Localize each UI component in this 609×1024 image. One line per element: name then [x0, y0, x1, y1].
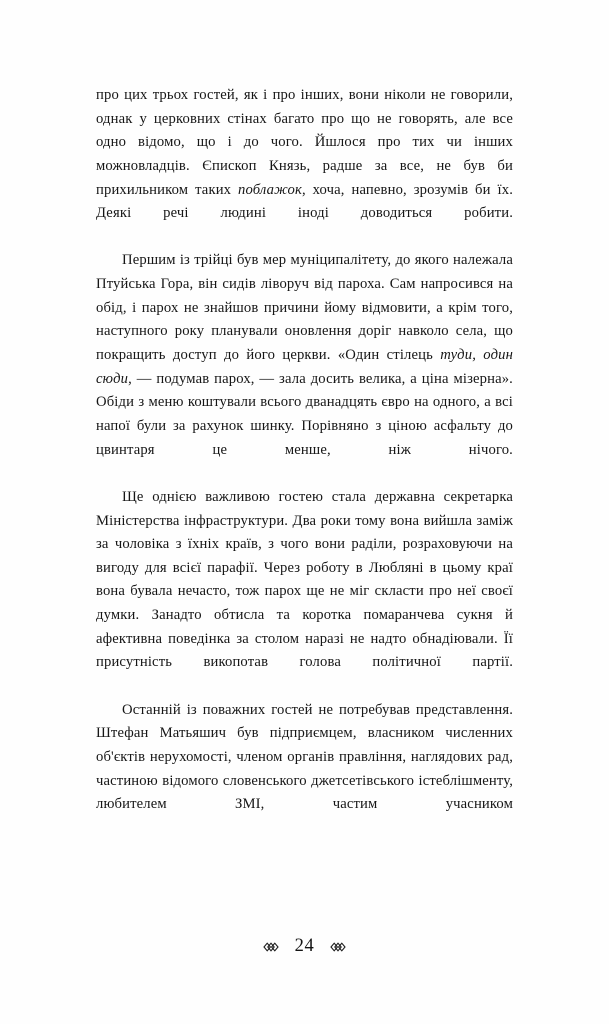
paragraph-2: [96, 249, 513, 485]
paragraph-1: [96, 84, 513, 249]
page-number: 24: [294, 936, 315, 956]
text-run: , — подумав парох, — зала досить велика, а ціна мізерна». Обіди з меню коштували всього дванадцять євро на одного, а всі напої були за рахунок шинку. Порівняно з ціною асфальту до цвинтаря це менше, ніж нічого.: [96, 370, 513, 458]
emphasis-run: поблажок: [238, 181, 302, 198]
diamond-ornament-left-icon: [260, 941, 282, 953]
paragraph-3: [96, 486, 513, 699]
text-run: Ще однією важливою гостею стала державна секретарка Міністерства інфраструктури. Два роки тому вона вийшла заміж за чоловіка з їхніх країв, з чого вони раділи, розраховуючи на вигоду для всієї парафії. Через роботу в Любляні в цьому краї вона бувала нечасто, тож парох ще не міг скласти про неї своєї думки. Занадто обтисла та коротка помаранчева сукня й афективна поведінка за столом наразі не надто обнадіювали. Її присутність викопотав голова політичної партії.: [96, 488, 513, 671]
paragraph-4: [96, 699, 513, 841]
text-run: Останній із поважних гостей не потребував представлення. Штефан Матьяшич був підприємцем, власником численних об'єктів нерухомості, членом органів правління, наглядових рад, частиною відомого словенського джетсетівського істеблішменту, любителем ЗМІ, частим учасником: [96, 701, 513, 813]
page-text-block: [96, 84, 513, 841]
folio: [0, 936, 609, 957]
emphasis-run: туди, один сюди: [96, 347, 513, 387]
text-run: про цих трьох гостей, як і про інших, вони ніколи не говорили, однак у церковних стінах багато про що не говорять, але все одно відомо, що і до чого. Йшлося про тих чи інших можновладців. Єпископ Князь, радше за все, не був би прихильником таких: [96, 87, 513, 198]
diamond-ornament-right-icon: [327, 941, 349, 953]
text-run: , хоча, напевно, зрозумів би їх. Деякі речі людині іноді доводиться робити.: [96, 181, 514, 222]
text-run: Першим із трійці був мер муніципалітету, до якого належала Птуйська Гора, він сидів ліворуч від пароха. Сам напросився на обід, і парох не знайшов причини йому відмовити, а крім того, наступного року планували оновлення доріг навколо села, що покращить доступ до його церкви. «Один стілець: [96, 252, 513, 364]
